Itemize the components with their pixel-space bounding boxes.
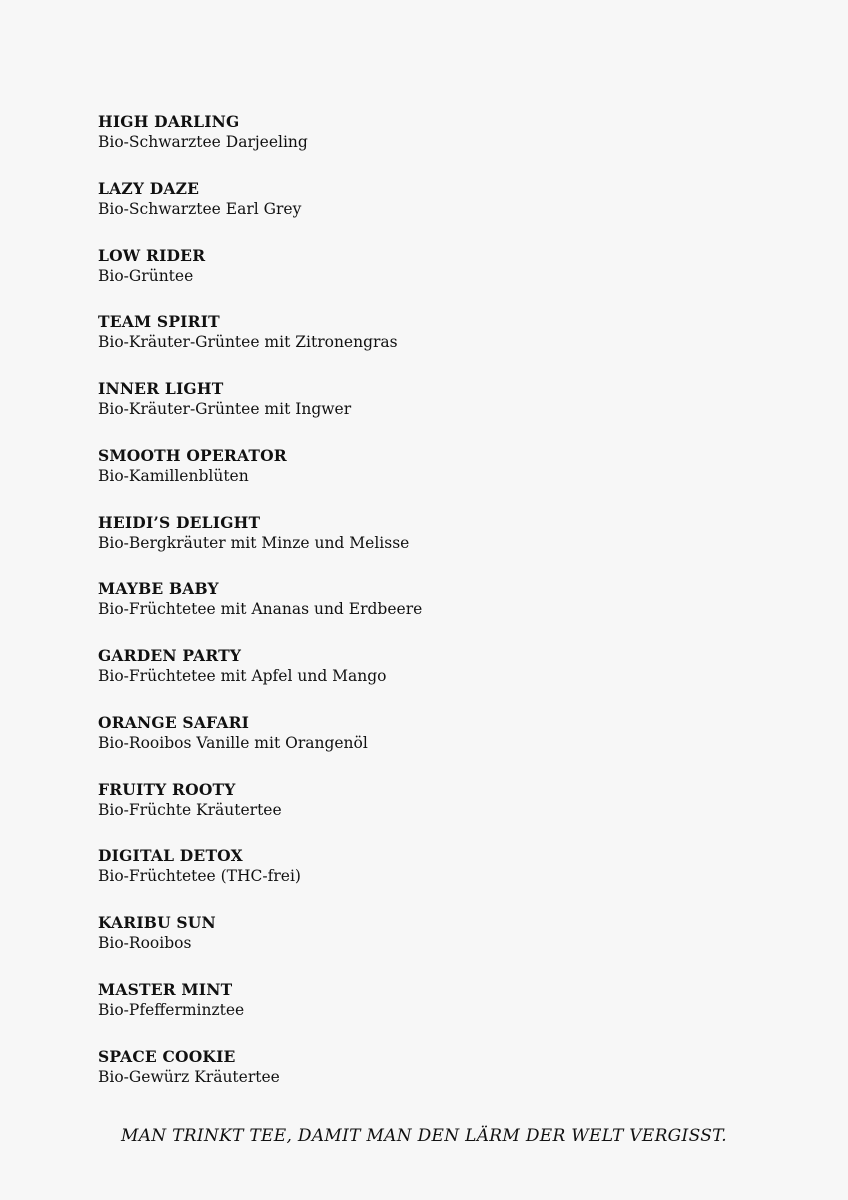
tea-description: Bio-Kräuter-Grüntee mit Zitronengras (98, 333, 398, 352)
tea-description: Bio-Rooibos (98, 934, 192, 952)
tea-description: Bio-Rooibos Vanille mit Orangenöl (98, 733, 368, 752)
list-item (98, 1046, 798, 1113)
tea-name: INNER LIGHT (98, 379, 224, 398)
tea-name: KARIBU SUN (98, 913, 216, 932)
tea-name: SMOOTH OPERATOR (98, 445, 287, 465)
tea-name: HEIDI’S DELIGHT (98, 512, 261, 532)
tea-description: Bio-Früchtetee mit Apfel und Mango (98, 667, 387, 685)
list-item (98, 779, 798, 846)
list-item (98, 311, 798, 378)
tea-name: ORANGE SAFARI (98, 712, 250, 732)
list-item (98, 979, 798, 1046)
list-item (98, 845, 798, 912)
footer-quote: MAN TRINKT TEE, DAMIT MAN DEN LÄRM DER WELT VERGISST. (120, 1126, 728, 1146)
list-item (98, 512, 798, 579)
tea-description: Bio-Grüntee (98, 266, 194, 285)
tea-name: FRUITY ROOTY (98, 779, 236, 799)
tea-name: DIGITAL DETOX (98, 846, 243, 866)
tea-description: Bio-Bergkräuter mit Minze und Melisse (98, 533, 410, 552)
list-item (98, 445, 798, 512)
tea-description: Bio-Schwarztee Darjeeling (98, 133, 308, 151)
tea-name: SPACE COOKIE (98, 1046, 236, 1066)
tea-description: Bio-Früchtetee (THC-frei) (98, 867, 301, 886)
tea-name: TEAM SPIRIT (98, 312, 220, 332)
list-item (98, 645, 798, 712)
list-item (98, 578, 798, 645)
tea-name: GARDEN PARTY (98, 646, 242, 665)
tea-list (98, 111, 798, 1112)
tea-description: Bio-Kräuter-Grüntee mit Ingwer (98, 400, 352, 418)
list-item (98, 912, 798, 979)
tea-description: Bio-Schwarztee Earl Grey (98, 199, 302, 218)
tea-description: Bio-Pfefferminztee (98, 1000, 245, 1019)
tea-name: MAYBE BABY (98, 579, 219, 599)
tea-description: Bio-Früchte Kräutertee (98, 800, 282, 819)
list-item (98, 111, 798, 178)
tea-description: Bio-Gewürz Kräutertee (98, 1067, 280, 1086)
tea-description: Bio-Früchtetee mit Ananas und Erdbeere (98, 600, 423, 619)
list-item (98, 378, 798, 445)
list-item (98, 245, 798, 312)
tea-name: LOW RIDER (98, 245, 206, 265)
list-item (98, 178, 798, 245)
tea-name: LAZY DAZE (98, 178, 200, 198)
tea-name: MASTER MINT (98, 979, 233, 999)
list-item (98, 712, 798, 779)
tea-name: HIGH DARLING (98, 112, 240, 131)
tea-description: Bio-Kamillenblüten (98, 466, 249, 485)
